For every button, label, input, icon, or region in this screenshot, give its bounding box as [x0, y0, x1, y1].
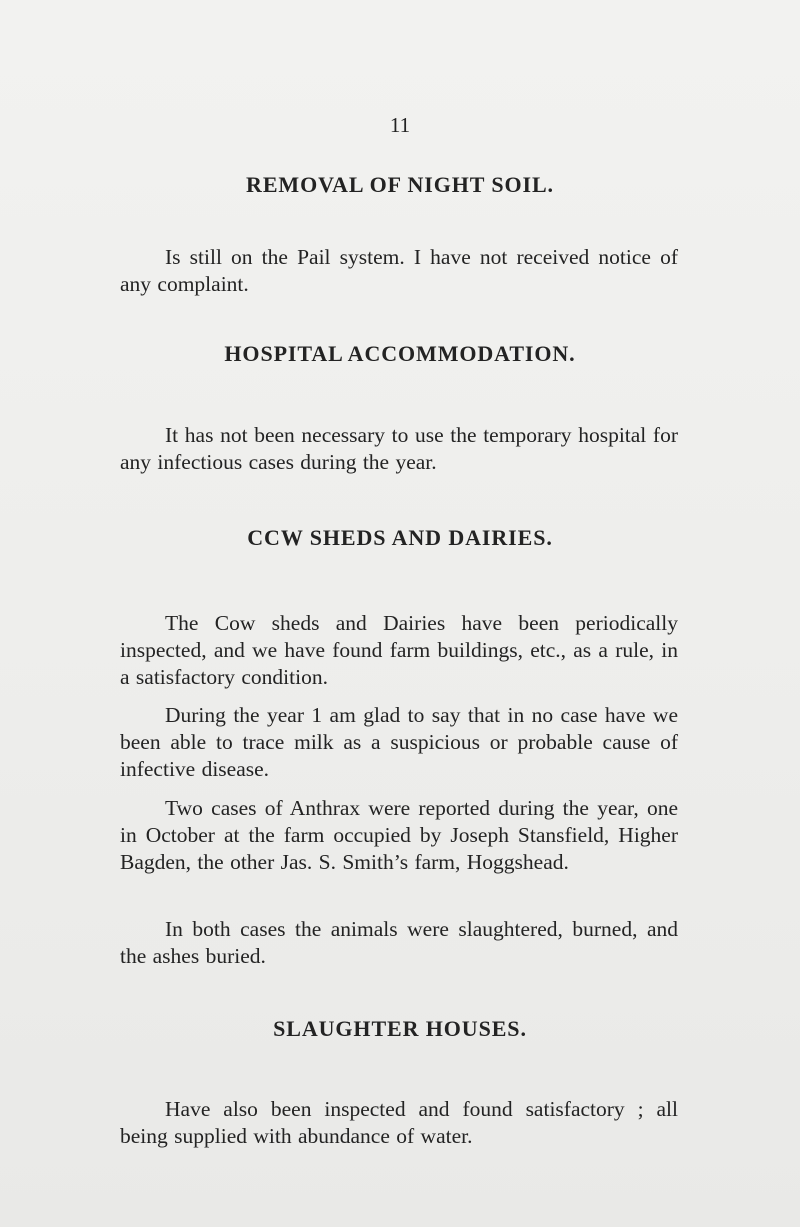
paragraph-animals-slaughtered: In both cases the animals were slaughtered, burned, and the ashes buried. — [120, 917, 678, 968]
paragraph-cow-sheds-inspection: The Cow sheds and Dairies have been periodically inspected, and we have found farm buildings, etc., as a rule, in a satisfactory condition. — [120, 611, 678, 689]
heading-cow-sheds-and-dairies: CCW SHEDS AND DAIRIES. — [247, 525, 553, 550]
paragraph-anthrax-cases: Two cases of Anthrax were reported during the year, one in October at the farm occupied by Joseph Stansfield, Higher Bagden, the other Jas. S. Smith’s farm, Hoggshead. — [120, 796, 678, 874]
paragraph-milk-disease: During the year 1 am glad to say that in no case have we been able to trace milk as a suspicious or probable cause of infective disease. — [120, 703, 678, 781]
heading-slaughter-houses: SLAUGHTER HOUSES. — [273, 1016, 527, 1041]
heading-removal-of-night-soil: REMOVAL OF NIGHT SOIL. — [246, 172, 554, 197]
paragraph-hospital: It has not been necessary to use the temporary hospital for any infectious cases during the year. — [120, 423, 678, 474]
page-number: 11 — [389, 113, 411, 137]
paragraph-night-soil: Is still on the Pail system. I have not received notice of any complaint. — [120, 245, 678, 296]
heading-hospital-accommodation: HOSPITAL ACCOMMODATION. — [224, 341, 576, 366]
paragraph-slaughter-houses: Have also been inspected and found satisfactory ; all being supplied with abundance of water. — [120, 1097, 678, 1148]
